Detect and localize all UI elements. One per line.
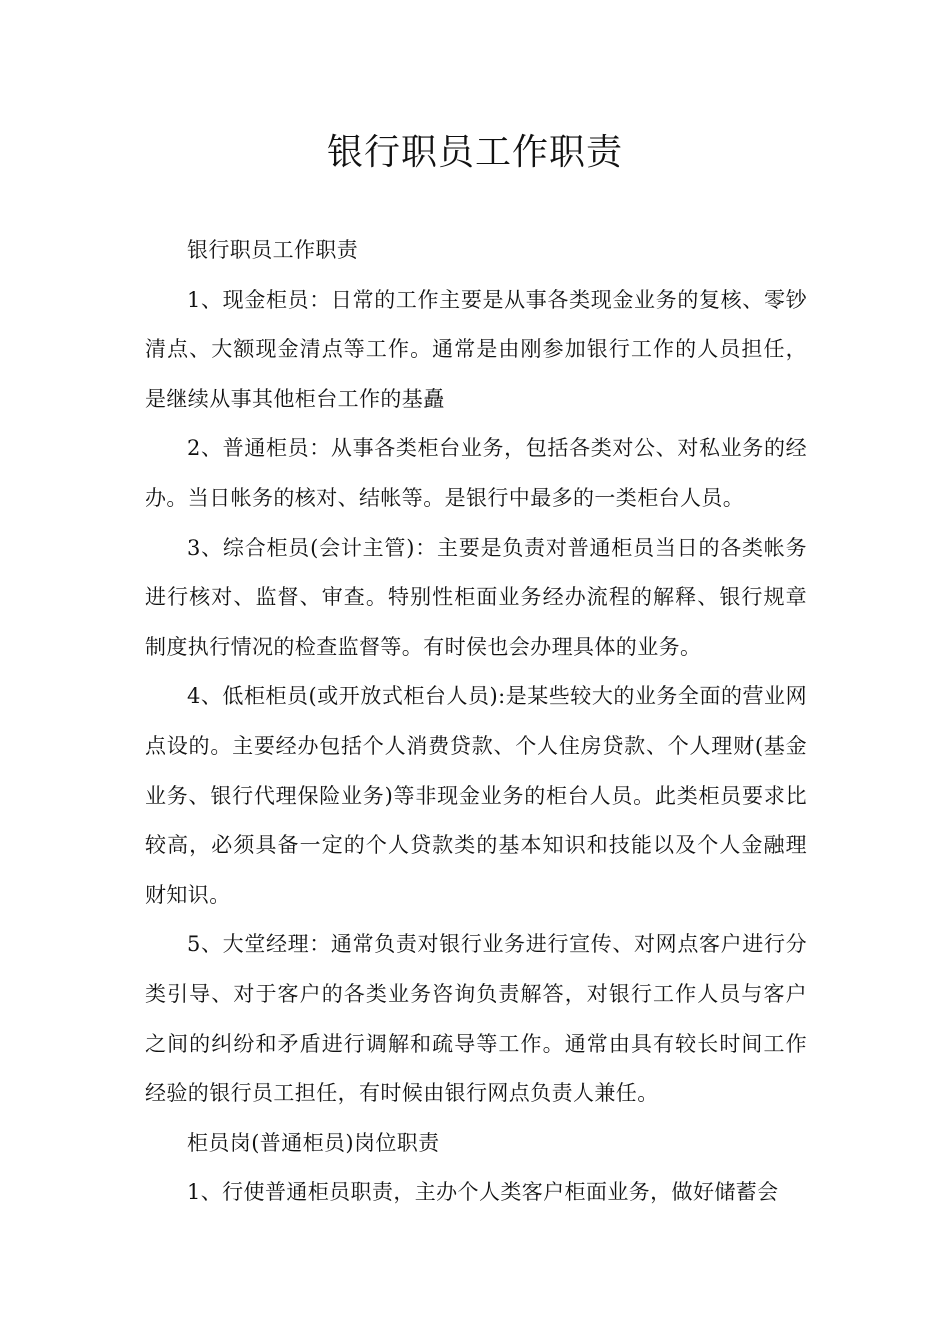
paragraph-cash-teller: 1、现金柜员：日常的工作主要是从事各类现金业务的复核、零钞清点、大额现金清点等工作。通常是由刚参加银行工作的人员担任，是继续从事其他柜台工作的基矗	[145, 287, 807, 411]
document-title: 银行职员工作职责	[326, 132, 623, 173]
paragraph-section-heading: 柜员岗(普通柜员)岗位职责	[187, 1130, 440, 1155]
paragraph-low-counter-teller: 4、低柜柜员(或开放式柜台人员):是某些较大的业务全面的营业网点设的。主要经办包括个人消费贷款、个人住房贷款、个人理财(基金业务、银行代理保险业务)等非现金业务的柜台人员。此类柜员要求比较高，必须具备一定的个人贷款类的基本知识和技能以及个人金融理财知识。	[145, 684, 807, 907]
document-body	[145, 226, 807, 1218]
paragraph-regular-teller: 2、普通柜员：从事各类柜台业务，包括各类对公、对私业务的经办。当日帐务的核对、结帐等。是银行中最多的一类柜台人员。	[145, 436, 807, 510]
paragraph-subtitle: 银行职员工作职责	[187, 238, 359, 262]
paragraph-teller-duty-1: 1、行使普通柜员职责，主办个人类客户柜面业务，做好储蓄会	[187, 1180, 779, 1205]
paragraph-lobby-manager: 5、大堂经理：通常负责对银行业务进行宣传、对网点客户进行分类引导、对于客户的各类业务咨询负责解答，对银行工作人员与客户之间的纠纷和矛盾进行调解和疏导等工作。通常由具有较长时间工作经验的银行员工担任，有时候由银行网点负责人兼任。	[145, 932, 807, 1106]
paragraph-comprehensive-teller: 3、综合柜员(会计主管)：主要是负责对普通柜员当日的各类帐务进行核对、监督、审查。特别性柜面业务经办流程的解释、银行规章制度执行情况的检查监督等。有时侯也会办理具体的业务。	[145, 535, 807, 659]
